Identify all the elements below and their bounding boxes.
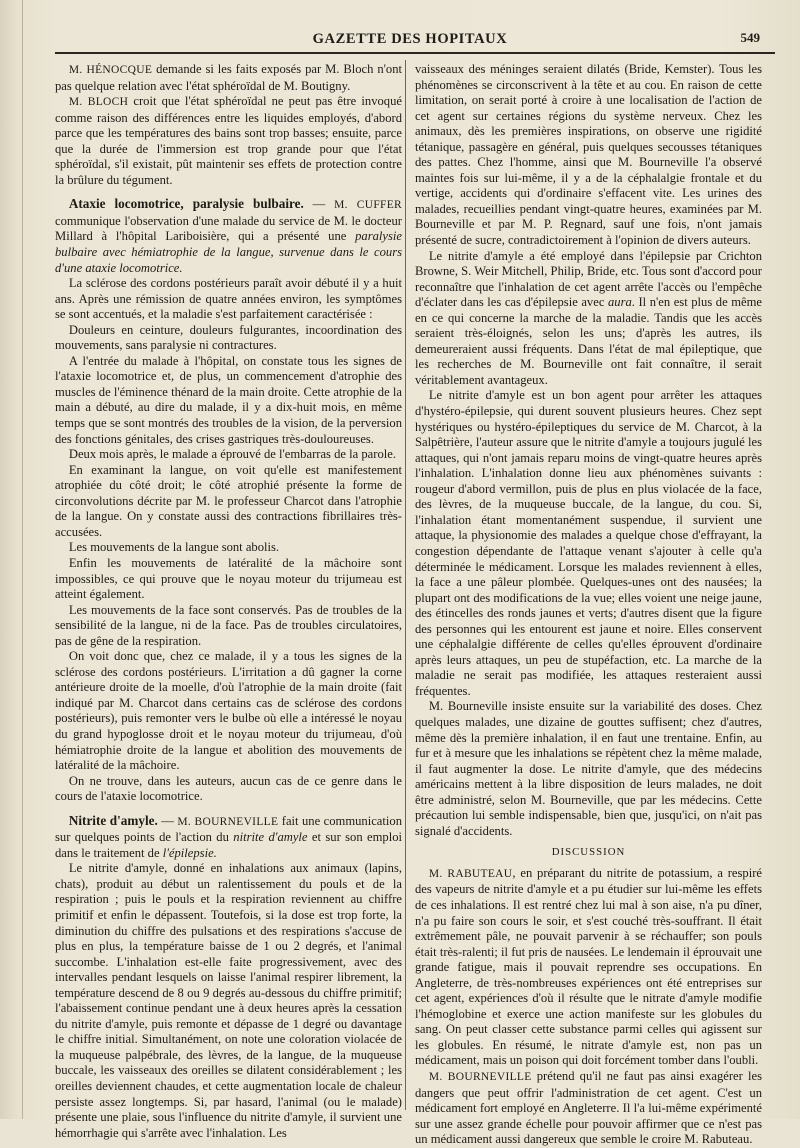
- paragraph-text: prétend qu'il ne faut pas ainsi exagérer les dangers que peut offrir l'administration de cet agent. C'est un médicament fort employé en Angleterre. Il l'a lui-même expérimenté sur une assez grande échelle pour pouvoir affirmer que ce n'est pas un médicament aussi dangereux que semble le croire M. Rabuteau.: [415, 1069, 762, 1147]
- section-heading-nitrite: Nitrite d'amyle.: [68, 812, 158, 828]
- italic-term: nitrite d'amyle: [233, 830, 308, 845]
- paragraph-text: Le nitrite d'amyle a été employé dans l'épilepsie par Crichton Browne, S. Weir Mitchell, Philip, Bride, etc. Tous sont d'accord pour reconnaître que l'inhalation de cet agent arrête l'accès ou l'empêche d'éclater dans les cas d'épilepsie avec: [415, 248, 762, 310]
- paragraph: Douleurs en ceinture, douleurs fulgurantes, incoordination des mouvements, sans paralysie ni contractures.: [55, 322, 402, 353]
- paragraph: A l'entrée du malade à l'hôpital, on constate tous les signes de l'ataxie locomotrice et, de plus, un commencement d'atrophie des muscles de l'éminence thénard de la main droite. Cette atrophie de la main a débuté, au dire du malade, il y a dix-huit mois, en même temps que se sont montrés des troubles de la vision, de la perversion des fonctions génitales, des crises gastriques très-douloureuses.: [55, 353, 402, 446]
- paragraph-text: communique l'observation d'une malade du service de M. le docteur Millard à l'hôpital Lariboisière, qui a présenté une: [55, 213, 402, 244]
- italic-title: paralysie bulbaire avec hémiatrophie de la langue, survenue dans le cours d'une ataxie locomotrice.: [55, 229, 402, 275]
- paragraph-text: , en préparant du nitrite de potassium, a respiré des vapeurs de nitrite d'amyle et a pu étudier sur lui-même les effets de ces inhalations. Il est rentré chez lui mal à son aise, n'a pu dîner, n'a pu faire son cours le soir, et s'est couché très-souffrant. Il était extrêmement pâle, ne pouvait parvenir à se réchauffer; son pouls était très-ralenti; il fut pris de nausées. Le lendemain il éprouvait une grande fatigue, mais il pouvait reprendre ses occupations. En Angleterre, de très-nombreuses expériences ont été entreprises sur cet agent, expériences d'où il résulte que le nitrate d'amyle modifie l'hémoglobine et exerce une action manifeste sur les globules du sang. On peut classer cette substance parmi celles qui agissent sur les globules. En résumé, le nitrate d'amyle est, non pas un médicament, mais un poison qui doit forcément tomber dans l'oubli.: [415, 865, 763, 1068]
- paragraph-rabuteau: [415, 866, 762, 1069]
- paragraph-text: et sur son emploi dans le traitement de: [55, 830, 403, 860]
- paragraph: Les mouvements de la face sont conservés. Pas de troubles de la sensibilité de la langue, ni de la face. Pas de troubles circulatoires, pas de gêne de la respiration.: [55, 602, 402, 648]
- column-divider: [405, 60, 406, 1110]
- paragraph-text: fait une communication sur quelques points de l'action du: [55, 813, 402, 845]
- paragraph: En examinant la langue, on voit qu'elle est manifestement atrophiée du côté droit; le côté atrophié présente la forme de circonvolutions décrite par M. le professeur Charcot dans l'atrophie de la langue. On y constate aussi des contractions fibrillaires très-accusées.: [55, 462, 402, 539]
- paragraph: Le nitrite d'amyle, donné en inhalations aux animaux (lapins, chats), produit au début un ralentissement du pouls et de la respiration ; puis le pouls et la respiration reviennent au chiffre primitif et enfin le dépassent. Toutefois, si la dose est trop forte, la diminution du chiffre des pulsations et des respirations s'accuse de plus en plus, la température baisse de 1 ou 2 degrés, et l'animal succombe. L'inhalation est-elle faite progressivement, avec des intervalles pendant lesquels on laisse l'animal respirer librement, la température descend de 8 ou 9 degrés au-dessous du chiffre primitif; l'abaissement continue pendant une à deux heures après la cessation du nitrite d'amyle, puis remonte et dépasse de 1 degré ou davantage le chiffre initial. Simultanément, on note une coloration violacée de la muqueuse palpébrale, des lèvres, de la langue, de la muqueuse buccale, les vaisseaux des oreilles se dilatent considérablement ; les oreilles deviennent chaudes, et cette augmentation locale de chaleur persiste assez longtemps. Si, par hasard, l'animal (ou le malade) présente une plaie, sous l'influence du nitrite d'amyle, il survient une hémorrhagie qui s'arrête avec l'inhalation. Les: [55, 861, 402, 1140]
- right-column: [415, 62, 762, 1148]
- header-rule: [55, 52, 775, 54]
- paragraph-continued: vaisseaux des méninges seraient dilatés (Bride, Kemster). Tous les phénomènes se circonscrivent à la tête et au cou. En raison de cette limitation, on serait porté à croire à une localisation de l'action de cet agent sur certaines régions du système nerveux. Chez les animaux, dès les premières inspirations, on observe une rigidité tétanique, passagère en général, puis quelques secousses tétaniques des pattes. Chez l'homme, ainsi que M. Bourneville l'a observé maintes fois sur lui-même, il y a de la céphalalgie frontale et du vertige, accidents qui d'ordinaire s'effacent vite. Les urines des malades, recueillies pendant vingt-quatre heures, examinées par M. Bourneville et par M. P. Regnard, sauf une fois, n'ont jamais présenté de sucre, contradictoirement à l'opinion de divers auteurs.: [415, 62, 762, 248]
- paragraph-bourneville-reply: [415, 1069, 762, 1148]
- speaker-name: M. HÉNOCQUE: [68, 64, 153, 76]
- left-column: [55, 62, 402, 1141]
- italic-term: aura: [607, 295, 632, 310]
- paragraph: Deux mois après, le malade a éprouvé de l'embarras de la parole.: [68, 447, 396, 462]
- paragraph-text: . Il n'en est plus de même en ce qui concerne la marche de la maladie. Tandis que les accès seraient très-éloignés, selon les uns; d'après les autres, ils demeureraient aussi fréquents. Dans l'état de mal épileptique, que les recherches de M. Bourneville ont fait connaître, il serait véritablement avantageux.: [415, 295, 762, 387]
- page-header: [60, 30, 760, 52]
- speaker-name: M. BLOCH: [68, 96, 129, 109]
- speaker-name: M. BOURNEVILLE: [428, 1071, 532, 1083]
- section-gap: [55, 805, 402, 813]
- section-ataxie-intro: [55, 196, 402, 276]
- italic-term: l'épilepsie.: [162, 845, 217, 860]
- paragraph: [415, 249, 762, 389]
- paragraph-text: croit que l'état sphéroïdal ne peut pas être invoqué comme raison des différences entre les liquides employés, d'abord parce que les températures des bains sont trop basses; ensuite, parce que la durée de l'immersion est trop grande pour que l'état sphéroïdal, s'il existait, pût maintenir ses effets de protection contre la brûlure du tégument.: [55, 94, 402, 187]
- paragraph-bloch: [55, 94, 402, 188]
- discussion-heading: DISCUSSION: [551, 846, 626, 859]
- paragraph-text: demande si les faits exposés par M. Bloch n'ont pas quelque relation avec l'état sphéroïdal de M. Boutigny.: [55, 62, 402, 93]
- paragraph: Enfin les mouvements de latéralité de la mâchoire sont impossibles, ce qui prouve que le noyau moteur du trijumeau est atteint également.: [55, 555, 402, 602]
- heading-separator: —: [157, 813, 178, 828]
- section-gap: [55, 188, 402, 196]
- paragraph: On voit donc que, chez ce malade, il y a tous les signes de la sclérose des cordons postérieurs. L'irritation a dû gagner la corne antérieure droite de la moelle, d'où l'atrophie de la main droite (fait indiqué par M. Charcot dans certains cas de sclérose des cordons postérieurs), puis remonter vers le bulbe où elle a intéressé le noyau du grand hypoglosse droit et le noyau moteur du trijumeau, d'où hémiatrophie droite de la langue et abolition des mouvements de latéralité de la mâchoire.: [55, 649, 402, 773]
- page-number: 549: [740, 30, 760, 45]
- heading-separator: —: [303, 197, 335, 212]
- speaker-name: M. BOURNEVILLE: [177, 815, 279, 828]
- paragraph: Le nitrite d'amyle est un bon agent pour arrêter les attaques d'hystéro-épilepsie, qui durent souvent plusieurs heures. Chez sept hystériques ou hystéro-épileptiques du service de M. Charcot, à la Salpêtrière, l'auteur assure que le nitrite d'amyle a toujours jugulé les attaques, qui n'ont jamais reparu moins de vingt-quatre heures après l'inhalation. L'inhalation donne lieu aux phénomènes suivants : rougeur d'abord vermillon, puis de plus en plus violacée de la face, des lèvres, de la muqueuse buccale, de la langue, du cou. Si, l'inhalation étant momentanément suspendue, il survient une attaque, la physionomie des malades a quelque chose d'effrayant, la congestion dépendante de l'attaque venant s'ajouter à celle qu'a déterminée le médicament. Lorsque les malades reviennent à elles, la face a une pâleur plombée. Quelques-unes ont des nausées; la plupart ont des modifications de la vue; elles voient une neige jaune, des étincelles des ronds jaunes et verts; d'autres disent que la figure des personnes qui les entourent est jaune et noire. Elles conservent une céphalalgie différente de celles qu'elles éprouvent d'ordinaire après leurs attaques, un peu de stupéfaction, etc. La marche de la maladie ne serait pas modifiée, les attaques resteraient aussi fréquentes.: [415, 388, 762, 698]
- speaker-name: M. RABUTEAU: [428, 867, 513, 880]
- paragraph: La sclérose des cordons postérieurs paraît avoir débuté il y a huit ans. Après une rémission de quatre années environ, les symptômes se sont accentués, et la maladie s'est parfaitement caractérisée :: [55, 276, 402, 322]
- binding-margin-line: [22, 0, 23, 1119]
- paragraph: M. Bourneville insiste ensuite sur la variabilité des doses. Chez quelques malades, une dizaine de gouttes suffisent; chez d'autres, même dès la première inhalation, il en faut une trentaine. Enfin, au fur et à mesure que les inhalations se répètent chez la même malade, il faut augmenter la dose. Le nitrite d'amyle, que des médecins américains mettent à la libre disposition de leurs malades, ne doit être administré, selon M. Bourneville, que par les médecins. Cette précaution lui semble indispensable, bien que, jusqu'ici, on n'ait pas signalé d'accidents.: [415, 699, 762, 838]
- paragraph: Les mouvements de la langue sont abolis.: [68, 540, 280, 555]
- journal-title: GAZETTE DES HOPITAUX: [312, 31, 508, 47]
- section-heading-ataxie: Ataxie locomotrice, paralysie bulbaire.: [68, 196, 304, 212]
- section-nitrite-intro: [55, 813, 402, 862]
- paragraph: On ne trouve, dans les auteurs, aucun cas de ce genre dans le cours de l'ataxie locomotrice.: [55, 773, 402, 804]
- speaker-name: M. CUFFER: [334, 199, 402, 212]
- paragraph-henocque: [55, 62, 402, 94]
